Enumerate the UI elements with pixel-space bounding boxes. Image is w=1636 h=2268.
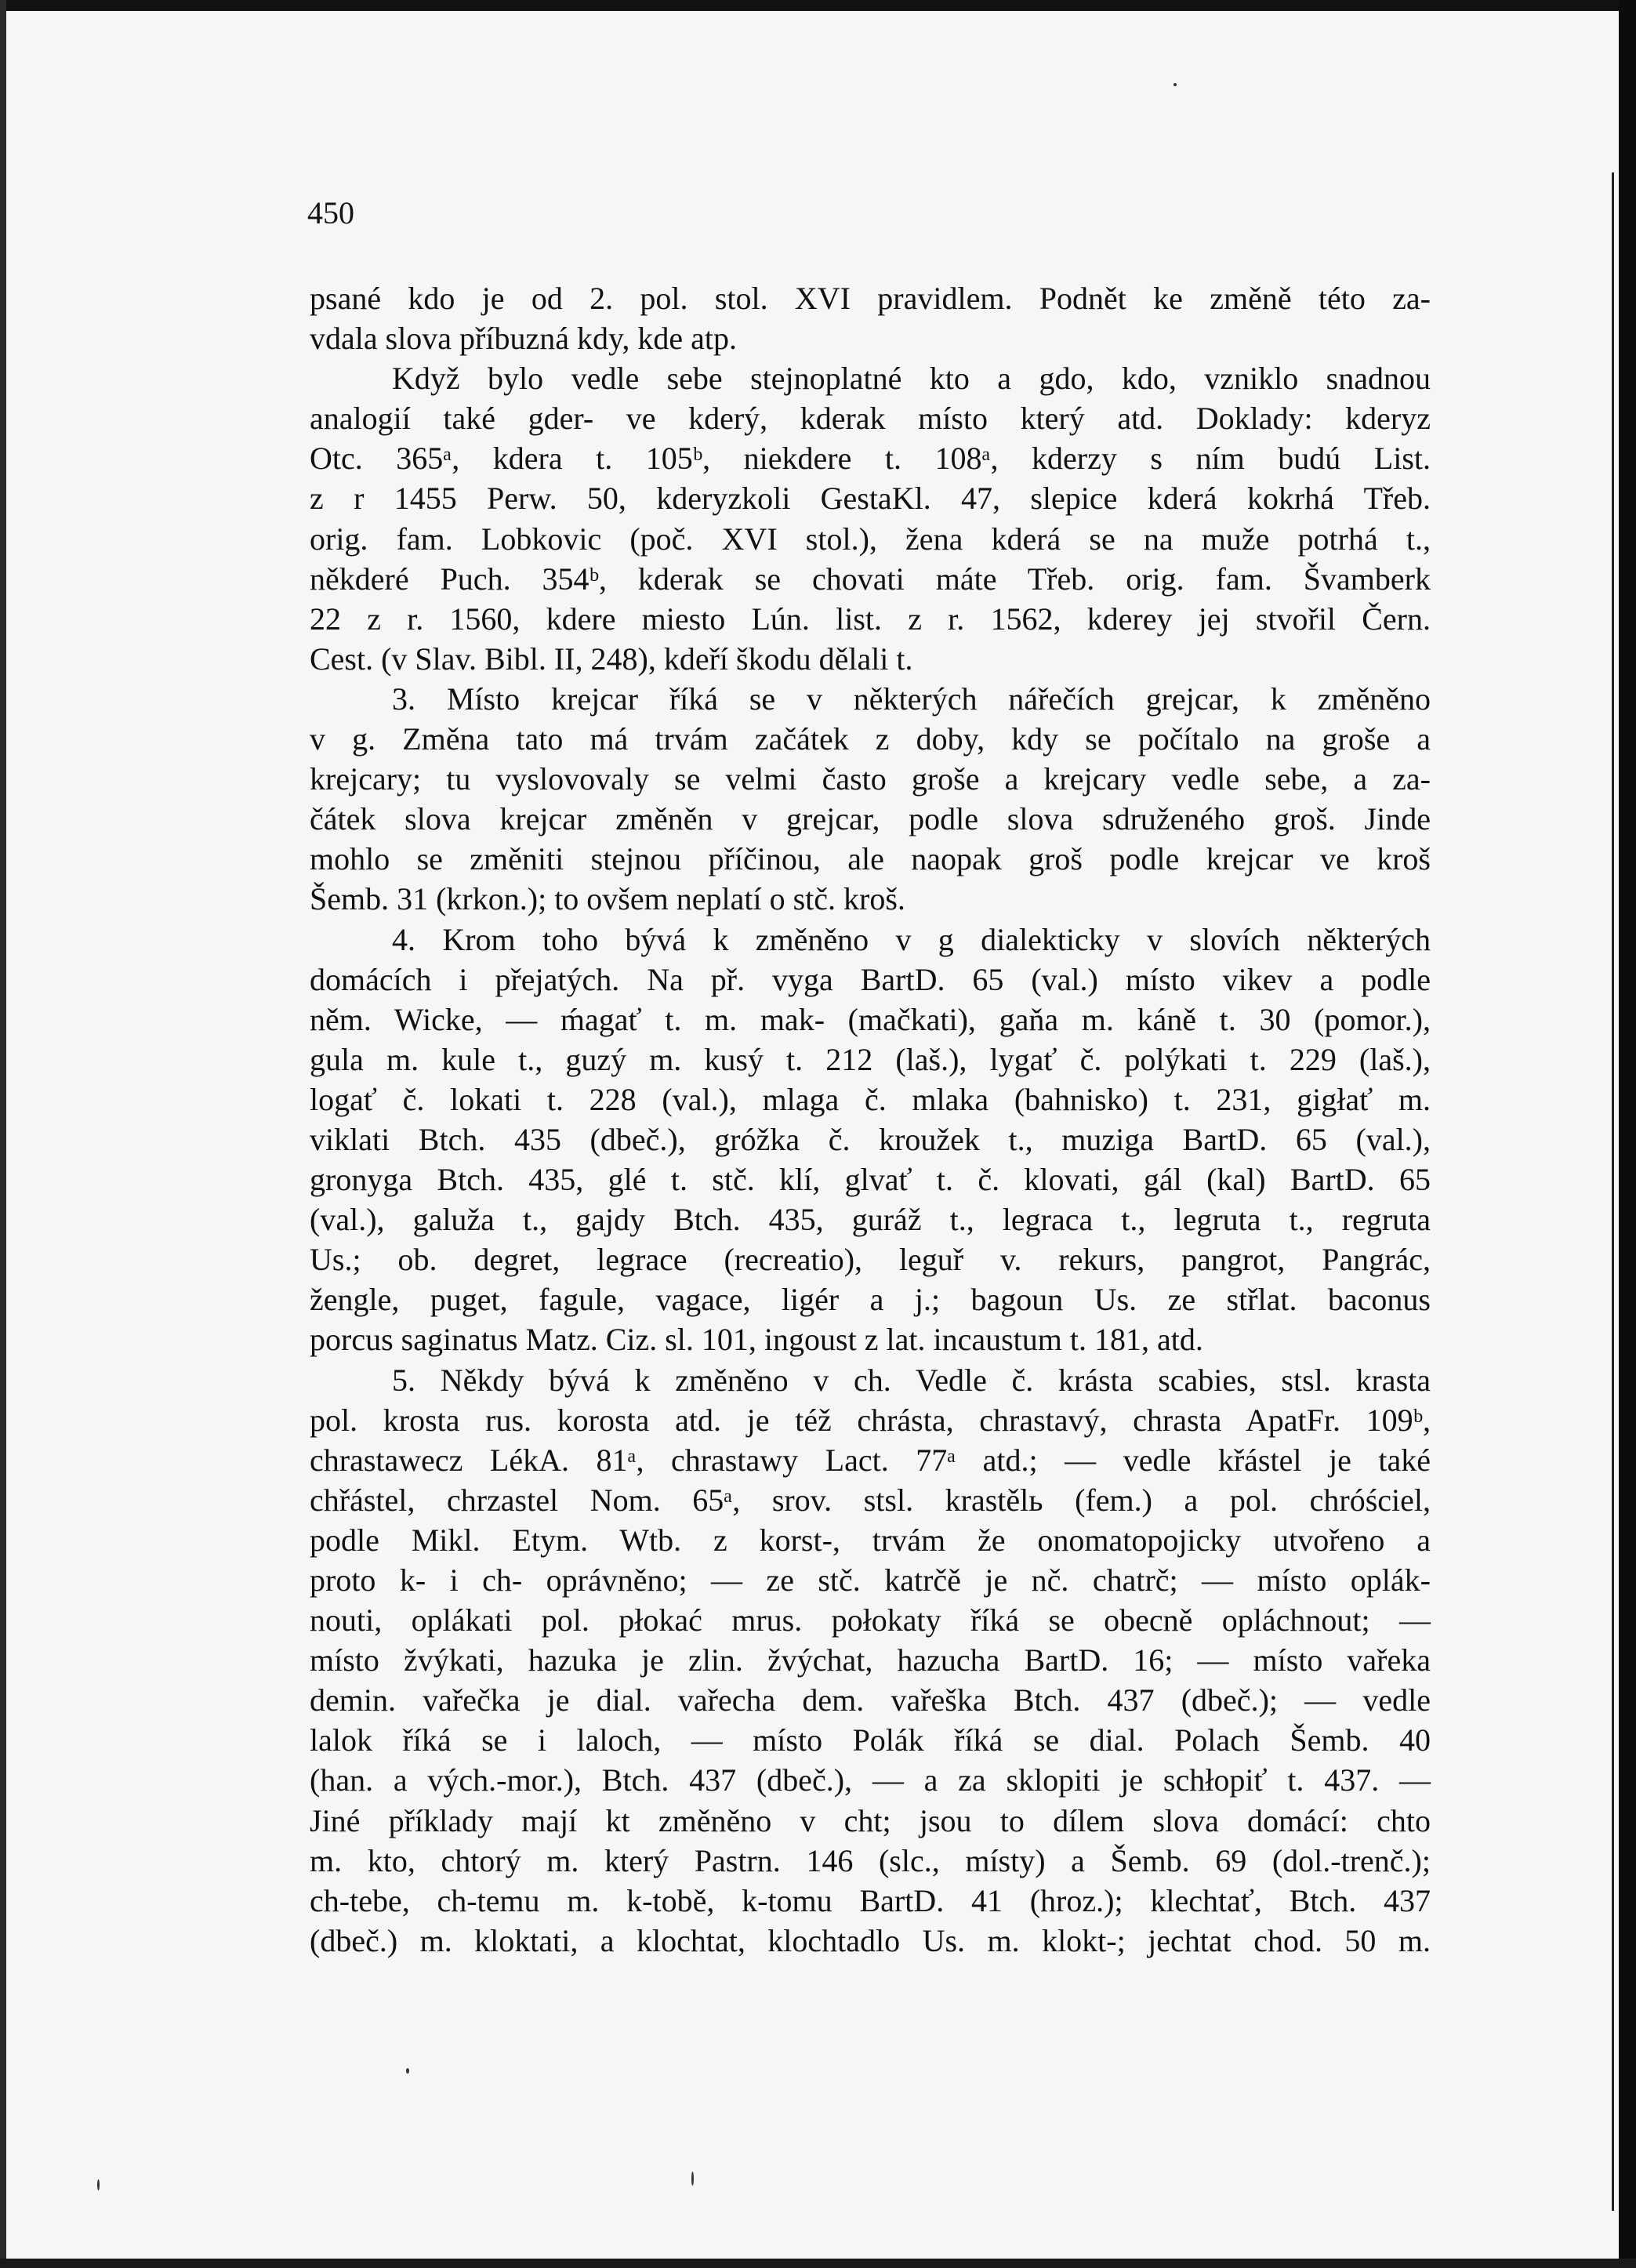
text-line: Když bylo vedle sebe stejnoplatné kto a gdo, kdo, vzniklo snadnou [392, 361, 1431, 397]
text-line: viklati Btch. 435 (dbeč.), gróžka č. kroužek t., muziga BartD. 65 (val.), [310, 1121, 1431, 1157]
text-line: psané kdo je od 2. pol. stol. XVI pravidlem. Podnět ke změně této za- [310, 281, 1431, 316]
text-line: domácích i přejatých. Na př. vyga BartD. 65 (val.) místo vikev a podle [310, 961, 1431, 997]
scan-edge-top [0, 0, 1636, 11]
text-line: (dbeč.) m. kloktati, a klochtat, klochtadlo Us. m. klokt-; jechtat chod. 50 m. [310, 1922, 1431, 1958]
text-line: 22 z r. 1560, kdere miesto Lún. list. z r. 1562, kderey jej stvořil Čern. [310, 601, 1431, 637]
text-line: podle Mikl. Etym. Wtb. z korst-, trvám že onomatopojicky utvořeno a [310, 1522, 1431, 1558]
text-line: demin. vařečka je dial. vařecha dem. vařeška Btch. 437 (dbeč.); — vedle [310, 1682, 1431, 1718]
text-line: m. kto, chtorý m. který Pastrn. 146 (slc., místy) a Šemb. 69 (dol.-trenč.); [310, 1842, 1431, 1878]
text-line: Otc. 365ᵃ, kdera t. 105ᵇ, niekdere t. 108ᵃ, kderzy s ním budú List. [310, 441, 1431, 477]
text-line: nouti, oplákati pol. płokać mrus. połokaty říká se obecně opláchnout; — [310, 1602, 1431, 1638]
text-line: z r 1455 Perw. 50, kderyzkoli GestaKl. 47, slepice kderá kokrhá Třeb. [310, 481, 1431, 517]
text-line: Jiné příklady mají kt změněno v cht; jsou to dílem slova domácí: chto [310, 1802, 1431, 1838]
text-line: ch-tebe, ch-temu m. k-tobě, k-tomu BartD. 41 (hroz.); klechtať, Btch. 437 [310, 1882, 1431, 1918]
text-line: 4. Krom toho bývá k změněno v g dialekticky v slovích některých [392, 921, 1431, 957]
scan-speck [1173, 83, 1177, 86]
text-line: v g. Změna tato má trvám začátek z doby, kdy se počítalo na groše a [310, 721, 1431, 757]
scan-edge-right [1619, 0, 1636, 2268]
text-line: lalok říká se i laloch, — místo Polák říká se dial. Polach Šemb. 40 [310, 1722, 1431, 1758]
text-line: čátek slova krejcar změněn v grejcar, podle slova sdruženého groš. Jinde [310, 801, 1431, 837]
text-line: orig. fam. Lobkovic (poč. XVI stol.), žena kderá se na muže potrhá t., [310, 521, 1431, 557]
text-line: gronyga Btch. 435, glé t. stč. klí, glvať t. č. klovati, gál (kal) BartD. 65 [310, 1162, 1431, 1198]
page-number: 450 [307, 195, 354, 230]
text-line: místo žvýkati, hazuka je zlin. žvýchat, hazucha BartD. 16; — místo vařeka [310, 1642, 1431, 1678]
text-line: někderé Puch. 354ᵇ, kderak se chovati máte Třeb. orig. fam. Švamberk [310, 561, 1431, 597]
text-line: 5. Někdy bývá k změněno v ch. Vedle č. krásta scabies, stsl. krasta [392, 1362, 1431, 1398]
text-line: analogií také gder- ve kderý, kderak místo který atd. Doklady: kderyz [310, 401, 1431, 437]
text-line: 3. Místo krejcar říká se v některých nářečích grejcar, k změněno [392, 680, 1431, 717]
text-line: chřástel, chrzastel Nom. 65ᵃ, srov. stsl. krastělь (fem.) a pol. chróściel, [310, 1482, 1431, 1518]
text-line: Us.; ob. degret, legrace (recreatio), leguř v. rekurs, pangrot, Pangrác, [310, 1242, 1431, 1278]
scan-edge-left [0, 0, 6, 2268]
text-line: (han. a vých.-mor.), Btch. 437 (dbeč.), — a za sklopiti je schłopiť t. 437. — [310, 1762, 1431, 1798]
text-line: (val.), galuža t., gajdy Btch. 435, guráž t., legraca t., legruta t., regruta [310, 1202, 1431, 1238]
body-text [310, 278, 1431, 1961]
text-line: chrastawecz LékA. 81ᵃ, chrastawy Lact. 77ᵃ atd.; — vedle křástel je také [310, 1442, 1431, 1478]
scan-binding-line [1612, 172, 1614, 2211]
scan-speck [691, 2172, 694, 2186]
text-line: něm. Wicke, — ḿagať t. m. mak- (mačkati), gaňa m. káně t. 30 (pomor.), [310, 1001, 1431, 1037]
scan-speck [97, 2179, 100, 2190]
text-line: gula m. kule t., guzý m. kusý t. 212 (laš.), lygať č. polýkati t. 229 (laš.), [310, 1041, 1431, 1077]
text-line: mohlo se změniti stejnou příčinou, ale naopak groš podle krejcar ve kroš [310, 841, 1431, 877]
scan-speck [406, 2068, 409, 2074]
text-line: porcus saginatus Matz. Ciz. sl. 101, ingoust z lat. incaustum t. 181, atd. [310, 1322, 1203, 1358]
scan-edge-bottom [0, 2259, 1636, 2268]
text-line: Šemb. 31 (krkon.); to ovšem neplatí o stč. kroš. [310, 881, 905, 917]
text-line: proto k- i ch- oprávněno; — ze stč. katrčě je nč. chatrč; — místo oplák- [310, 1562, 1431, 1598]
text-line: logať č. lokati t. 228 (val.), mlaga č. mlaka (bahnisko) t. 231, gigłať m. [310, 1081, 1431, 1117]
text-line: vdala slova příbuzná kdy, kde atp. [310, 321, 738, 357]
text-line: pol. krosta rus. korosta atd. je též chrásta, chrastavý, chrasta ApatFr. 109ᵇ, [310, 1402, 1431, 1438]
text-line: krejcary; tu vyslovovaly se velmi často groše a krejcary vedle sebe, a za- [310, 761, 1431, 797]
text-line: Cest. (v Slav. Bibl. II, 248), kdeří škodu dělali t. [310, 640, 913, 677]
text-line: žengle, puget, fagule, vagace, ligér a j.; bagoun Us. ze střlat. baconus [310, 1282, 1431, 1318]
